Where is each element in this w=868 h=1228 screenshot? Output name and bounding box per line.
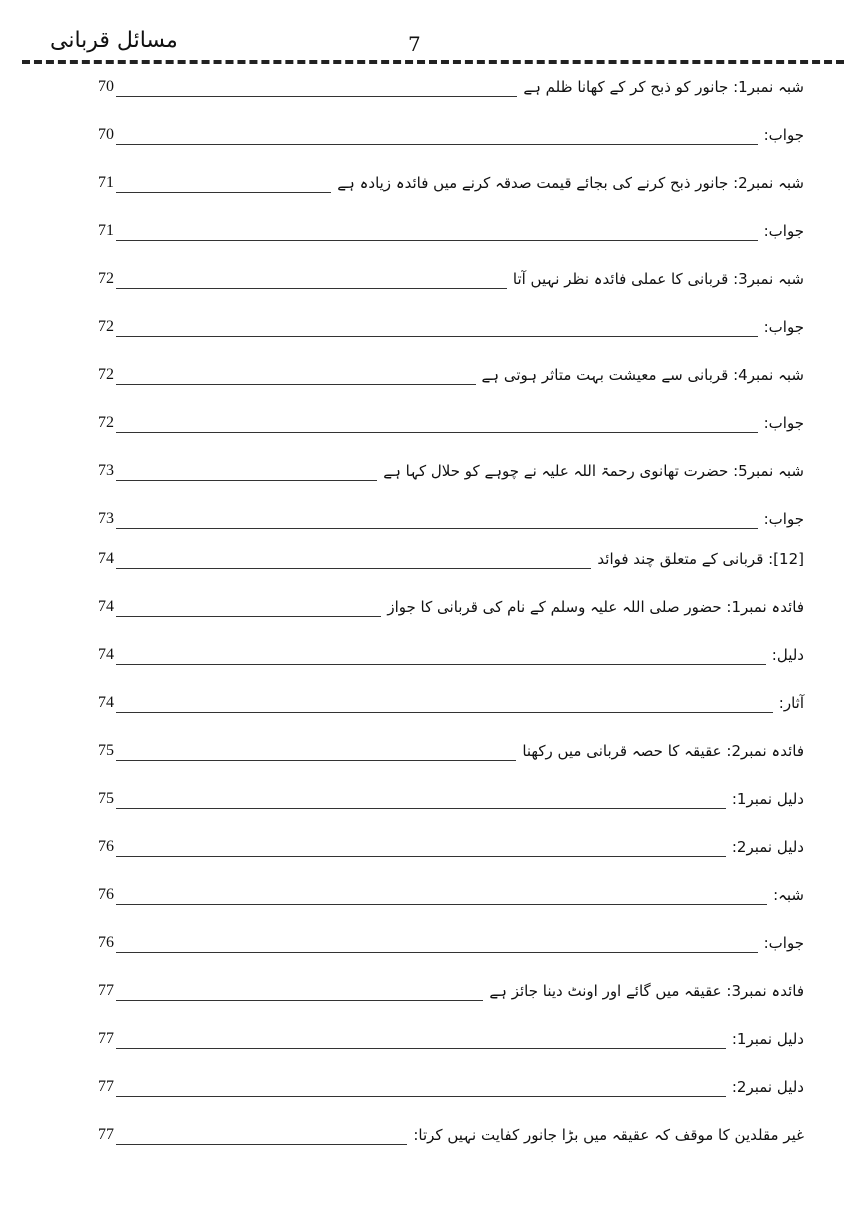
toc-entry-title: شبہ نمبر4: قربانی سے معیشت بہت متاثر ہوتی ہے — [481, 366, 804, 384]
toc-page-number: 73 — [98, 510, 114, 527]
toc-leader-line — [116, 856, 726, 857]
toc-entry — [0, 360, 868, 390]
toc-entry-title: فائدہ نمبر3: عقیقہ میں گائے اور اونٹ دینا جائز ہے — [489, 982, 804, 1000]
toc-entry — [0, 880, 868, 910]
toc-entry — [0, 784, 868, 814]
toc-entry — [0, 312, 868, 342]
toc-entry — [0, 736, 868, 766]
toc-entry-title: غیر مقلدین کا موقف کہ عقیقہ میں بڑا جانور کفایت نہیں کرتا: — [413, 1126, 804, 1144]
book-title: مسائل قربانی — [50, 28, 178, 53]
toc-leader-line — [116, 432, 758, 433]
toc-page-number: 72 — [98, 318, 114, 335]
toc-entry-title: شبہ نمبر1: جانور کو ذبح کر کے کھانا ظلم ہے — [523, 78, 804, 96]
toc-leader-line — [116, 96, 517, 97]
toc-page-number: 72 — [98, 270, 114, 287]
toc-entry-title: جواب: — [763, 318, 804, 336]
toc-leader-line — [116, 528, 758, 529]
toc-page-number: 75 — [98, 742, 114, 759]
toc-entry — [0, 592, 868, 622]
toc-page-number: 72 — [98, 366, 114, 383]
toc-page-number: 74 — [98, 550, 114, 567]
toc-entry — [0, 1072, 868, 1102]
toc-leader-line — [116, 384, 476, 385]
toc-leader-line — [116, 336, 758, 337]
toc-entry-title: شبہ نمبر5: حضرت تھانوی رحمۃ اللہ علیہ نے چوہے کو حلال کہا ہے — [383, 462, 804, 480]
toc-entry — [0, 928, 868, 958]
toc-page-number: 77 — [98, 1078, 114, 1095]
toc-entry-title: جواب: — [763, 222, 804, 240]
toc-entry — [0, 168, 868, 198]
toc-page-number: 70 — [98, 78, 114, 95]
toc-page-number: 77 — [98, 982, 114, 999]
toc-entry — [0, 832, 868, 862]
toc-leader-line — [116, 1048, 726, 1049]
toc-entry-title: [12]: قربانی کے متعلق چند فوائد — [597, 550, 804, 568]
toc-leader-line — [116, 904, 767, 905]
toc-entry-title: فائدہ نمبر2: عقیقہ کا حصہ قربانی میں رکھنا — [522, 742, 804, 760]
toc-entry — [0, 456, 868, 486]
toc-leader-line — [116, 1096, 726, 1097]
toc-entry — [0, 264, 868, 294]
toc-page-number: 70 — [98, 126, 114, 143]
toc-page-number: 76 — [98, 886, 114, 903]
toc-entry — [0, 216, 868, 246]
toc-entry-title: دلیل نمبر1: — [731, 1030, 804, 1048]
toc-entry-title: جواب: — [763, 126, 804, 144]
toc-entry-title: آثار: — [778, 694, 804, 712]
toc-page-number: 77 — [98, 1030, 114, 1047]
page-number: 7 — [408, 32, 421, 56]
toc-page-number: 71 — [98, 174, 114, 191]
toc-entry — [0, 688, 868, 718]
toc-entry — [0, 544, 868, 574]
toc-leader-line — [116, 760, 516, 761]
toc-page-number: 74 — [98, 646, 114, 663]
toc-page-number: 73 — [98, 462, 114, 479]
toc-leader-line — [116, 568, 591, 569]
toc-page-number: 76 — [98, 838, 114, 855]
toc-entry-title: دلیل نمبر2: — [731, 838, 804, 856]
toc-leader-line — [116, 288, 507, 289]
toc-leader-line — [116, 616, 381, 617]
toc-entry — [0, 72, 868, 102]
toc-page-number: 71 — [98, 222, 114, 239]
toc-leader-line — [116, 480, 377, 481]
toc-page-number: 74 — [98, 598, 114, 615]
toc-page-number: 74 — [98, 694, 114, 711]
toc-entry — [0, 640, 868, 670]
toc-page-number: 76 — [98, 934, 114, 951]
toc-entry — [0, 1120, 868, 1150]
toc-entry-title: شبہ: — [773, 886, 804, 904]
toc-page-number: 77 — [98, 1126, 114, 1143]
toc-entry-title: شبہ نمبر2: جانور ذبح کرنے کی بجائے قیمت صدقہ کرنے میں فائدہ زیادہ ہے — [337, 174, 804, 192]
toc-entry-title: دلیل نمبر1: — [731, 790, 804, 808]
toc-entry — [0, 120, 868, 150]
toc-leader-line — [116, 664, 766, 665]
toc-leader-line — [116, 144, 758, 145]
toc-entry-title: دلیل نمبر2: — [731, 1078, 804, 1096]
toc-entry — [0, 408, 868, 438]
toc-page-number: 72 — [98, 414, 114, 431]
toc-leader-line — [116, 712, 773, 713]
toc-entry-title: جواب: — [763, 934, 804, 952]
toc-leader-line — [116, 808, 726, 809]
toc-leader-line — [116, 192, 331, 193]
toc-entry — [0, 1024, 868, 1054]
toc-leader-line — [116, 1000, 483, 1001]
toc-leader-line — [116, 240, 758, 241]
toc-page-number: 75 — [98, 790, 114, 807]
toc-entry-title: جواب: — [763, 414, 804, 432]
toc-leader-line — [116, 1144, 407, 1145]
toc-entry — [0, 976, 868, 1006]
toc-entry-title: دلیل: — [771, 646, 804, 664]
toc-entry-title: فائدہ نمبر1: حضور صلی اللہ علیہ وسلم کے نام کی قربانی کا جواز — [387, 598, 804, 616]
toc-leader-line — [116, 952, 758, 953]
toc-entry — [0, 504, 868, 534]
toc-entry-title: جواب: — [763, 510, 804, 528]
toc-entry-title: شبہ نمبر3: قربانی کا عملی فائدہ نظر نہیں آتا — [512, 270, 804, 288]
